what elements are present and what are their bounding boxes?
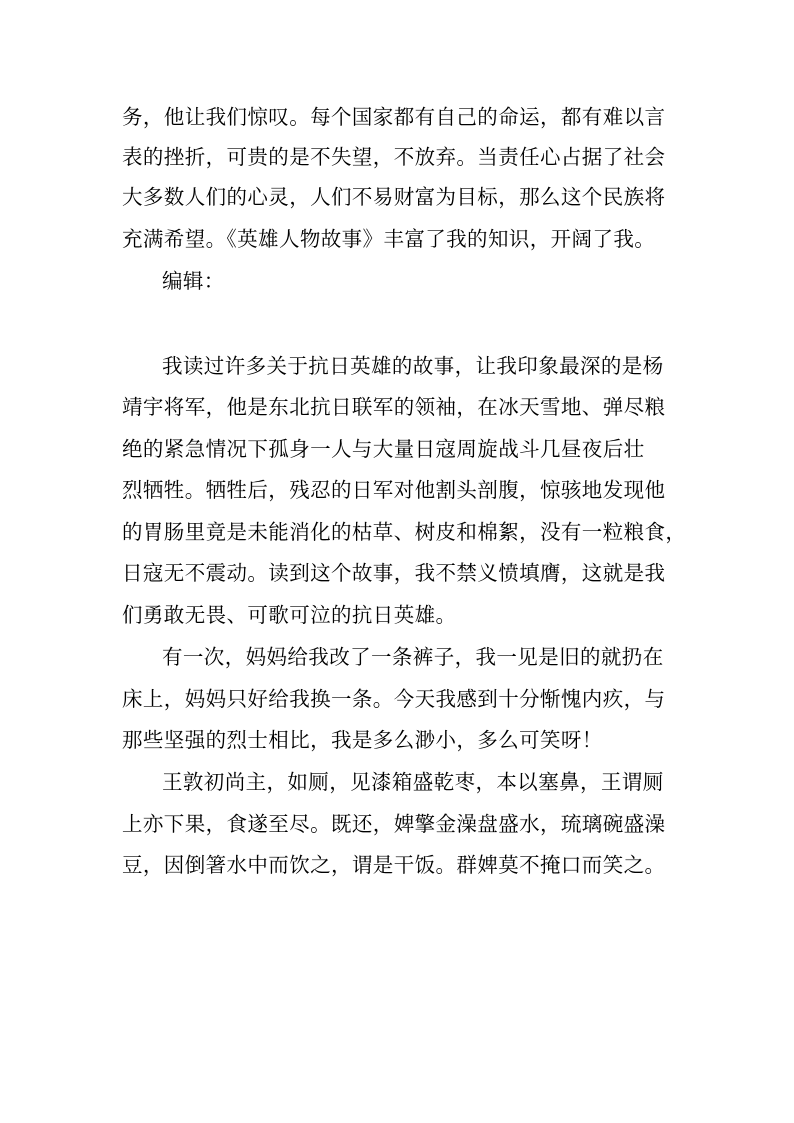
text-line: 表的挫折，可贵的是不失望，不放弃。当责任心占据了社会 bbox=[122, 145, 666, 169]
paragraph-start-line: 王敦初尚主，如厕，见漆箱盛乾枣，本以塞鼻，王谓厕 bbox=[162, 770, 664, 794]
section-label: 编辑： bbox=[162, 269, 225, 293]
text-line: 充满希望。《英雄人物故事》丰富了我的知识，开阔了我。 bbox=[122, 227, 656, 251]
paragraph-start-line: 我读过许多关于抗日英雄的故事，让我印象最深的是杨 bbox=[162, 354, 664, 378]
text-line: 豆，因倒箸水中而饮之，谓是干饭。群婢莫不掩口而笑之。 bbox=[122, 853, 666, 877]
text-line: 靖宇将军，他是东北抗日联军的领袖，在冰天雪地、弹尽粮 bbox=[122, 395, 666, 419]
text-line: 大多数人们的心灵，人们不易财富为目标，那么这个民族将 bbox=[122, 185, 666, 209]
text-line: 日寇无不震动。读到这个故事，我不禁义愤填膺，这就是我 bbox=[122, 561, 666, 585]
text-line: 绝的紧急情况下孤身一人与大量日寇周旋战斗几昼夜后壮 bbox=[122, 437, 645, 461]
text-line: 那些坚强的烈士相比，我是多么渺小，多么可笑呀！ bbox=[122, 728, 603, 752]
text-line: 烈牺牲。牺牲后，残忍的日军对他割头剖腹，惊骇地发现他 bbox=[122, 478, 666, 502]
text-line: 的胃肠里竟是未能消化的枯草、树皮和棉絮，没有一粒粮食， bbox=[122, 520, 687, 544]
text-line: 床上，妈妈只好给我换一条。今天我感到十分惭愧内疚，与 bbox=[122, 687, 666, 711]
text-line: 上亦下果，食遂至尽。既还，婢擎金澡盘盛水，琉璃碗盛澡 bbox=[122, 812, 666, 836]
paragraph-start-line: 有一次，妈妈给我改了一条裤子，我一见是旧的就扔在 bbox=[162, 645, 664, 669]
text-line: 务，他让我们惊叹。每个国家都有自己的命运，都有难以言 bbox=[122, 105, 666, 129]
text-line: 们勇敢无畏、可歌可泣的抗日英雄。 bbox=[122, 603, 457, 627]
